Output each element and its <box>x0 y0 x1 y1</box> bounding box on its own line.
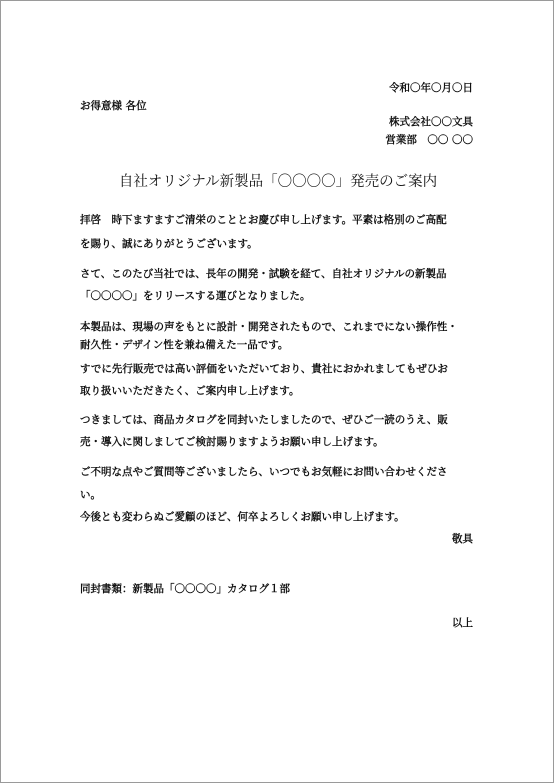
body-line: さて、このたび当社では、長年の開発・試験を経て、自社オリジナルの新製品 <box>80 268 447 280</box>
sender-company: 株式会社〇〇文具 <box>389 116 473 128</box>
body-line: すでに先行販売では高い評価をいただいており、貴社におかれましてもぜひお <box>80 363 448 375</box>
body-line: 本製品は、現場の声をもとに設計・開発されたもので、これまでにない操作性・ <box>80 321 458 333</box>
body-line: つきましては、商品カタログを同封いたしましたので、ぜひご一読のうえ、販 <box>80 414 448 426</box>
body-line: 「〇〇〇〇」をリリースする運びとなりました。 <box>80 290 311 302</box>
body-line: 耐久性・デザイン性を兼ね備えた一品です。 <box>80 339 289 351</box>
body-line: 取り扱いいただきたく、ご案内申し上げます。 <box>80 385 300 397</box>
body-line: 売・導入に関しましてご検討賜りますようお願い申し上げます。 <box>80 436 384 448</box>
body-line: を賜り、誠にありがとうございます。 <box>80 238 258 250</box>
body-line: 拝啓 時下ますますご清栄のこととお慶び申し上げます。平素は格別のご高配 <box>80 214 447 226</box>
body-line: 今後とも変わらぬご愛顧のほど、何卒よろしくお願い申し上げます。 <box>80 511 405 523</box>
body-line: ご不明な点やご質問等ございましたら、いつでもお気軽にお問い合わせくださ <box>80 466 448 478</box>
body-line: い。 <box>80 489 101 501</box>
letter-title: 自社オリジナル新製品「〇〇〇〇」発売のご案内 <box>118 174 438 190</box>
enclosure-line: 同封書類：新製品「〇〇〇〇」カタログ１部 <box>80 583 290 595</box>
end-mark: 以上 <box>452 617 473 629</box>
letter-recipient: お得意様 各位 <box>80 100 147 112</box>
letter-date: 令和〇年〇月〇日 <box>389 82 473 94</box>
sender-department: 営業部 〇〇 〇〇 <box>385 134 473 146</box>
closing-word: 敬具 <box>452 533 473 545</box>
